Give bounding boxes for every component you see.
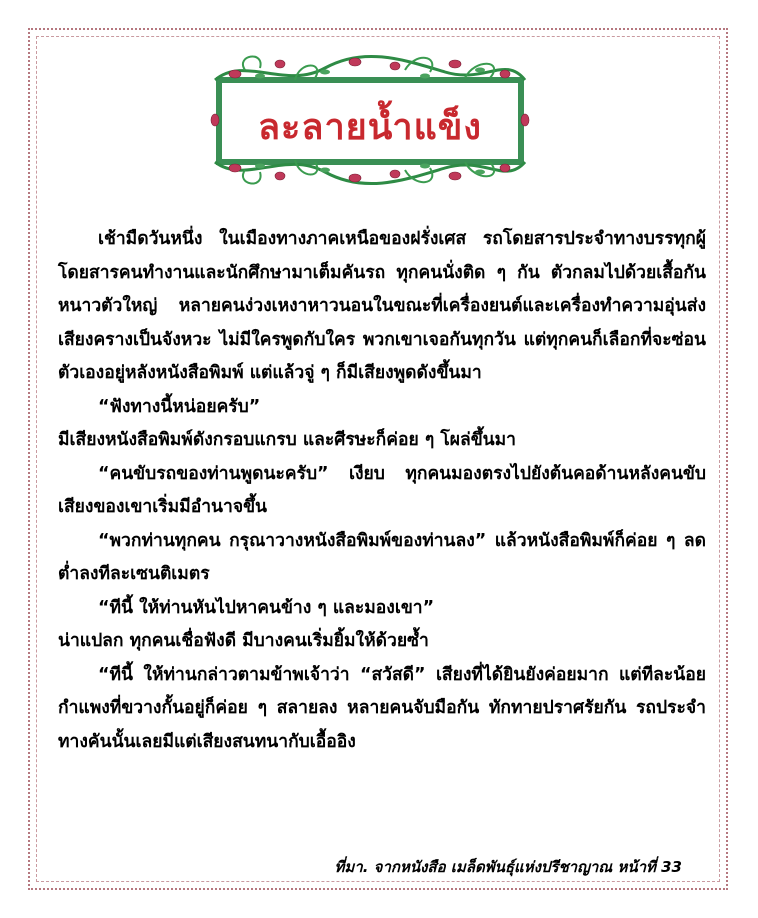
paragraph: “ฟังทางนี้หน่อยครับ” (98, 396, 261, 417)
title-banner (205, 50, 535, 186)
article-body (58, 223, 706, 759)
source-citation: ที่มา. จากหนังสือ เมล็ดพันธุ์แห่งปรีชาญาณ หน้าที่ 33 (334, 858, 682, 876)
paragraph: “พวกท่านทุกคน กรุณาวางหนังสือพิมพ์ของท่านลง” แล้วหนังสือพิมพ์ก็ค่อย ๆ ลดต่ำลงทีละเซนติเมตร (58, 530, 706, 584)
paragraph: เช้ามืดวันหนึ่ง ในเมืองทางภาคเหนือของฝรั่งเศส รถโดยสารประจำทางบรรทุกผู้โดยสารคนทำงานและนักศึกษามาเต็มคันรถ ทุกคนนั่งติด ๆ กัน ตัวกลมไปด้วยเสื้อกันหนาวตัวใหญ่ หลายคนง่วงเหงาหาวนอนในขณะที่เครื่องยนต์และเครื่องทำความอุ่นส่งเสียงครางเป็นจังหวะ ไม่มีใครพูดกับใคร พวกเขาเจอกันทุกวัน แต่ทุกคนก็เลือกที่จะซ่อนตัวเองอยู่หลังหนังสือพิมพ์ แต่แล้วจู่ ๆ ก็มีเสียงพูดดังขึ้นมา (58, 229, 706, 383)
paragraph: “ทีนี้ ให้ท่านกล่าวตามข้าพเจ้าว่า “สวัสดี” เสียงที่ได้ยินยังค่อยมาก แต่ทีละน้อยกำแพงที่ขวางกั้นอยู่ก็ค่อย ๆ สลายลง หลายคนจับมือกัน ทักทายปราศรัยกัน รถประจำทางคันนั้นเลยมีแต่เสียงสนทนากับเอื้ออิง (58, 664, 706, 752)
paragraph: มีเสียงหนังสือพิมพ์ดังกรอบแกรบ และศีรษะก็ค่อย ๆ โผล่ขึ้นมา (58, 430, 516, 450)
paragraph: น่าแปลก ทุกคนเชื่อฟังดี มีบางคนเริ่มยิ้มให้ด้วยซ้ำ (58, 631, 429, 651)
page-title: ละลายน้ำแข็ง (258, 106, 482, 148)
paragraph: “ทีนี้ ให้ท่านหันไปหาคนข้าง ๆ และมองเขา” (98, 597, 435, 618)
paragraph: “คนขับรถของท่านพูดนะครับ” เงียบ ทุกคนมองตรงไปยังต้นคอด้านหลังคนขับ เสียงของเขาเริ่มมีอำนาจขึ้น (58, 463, 706, 517)
